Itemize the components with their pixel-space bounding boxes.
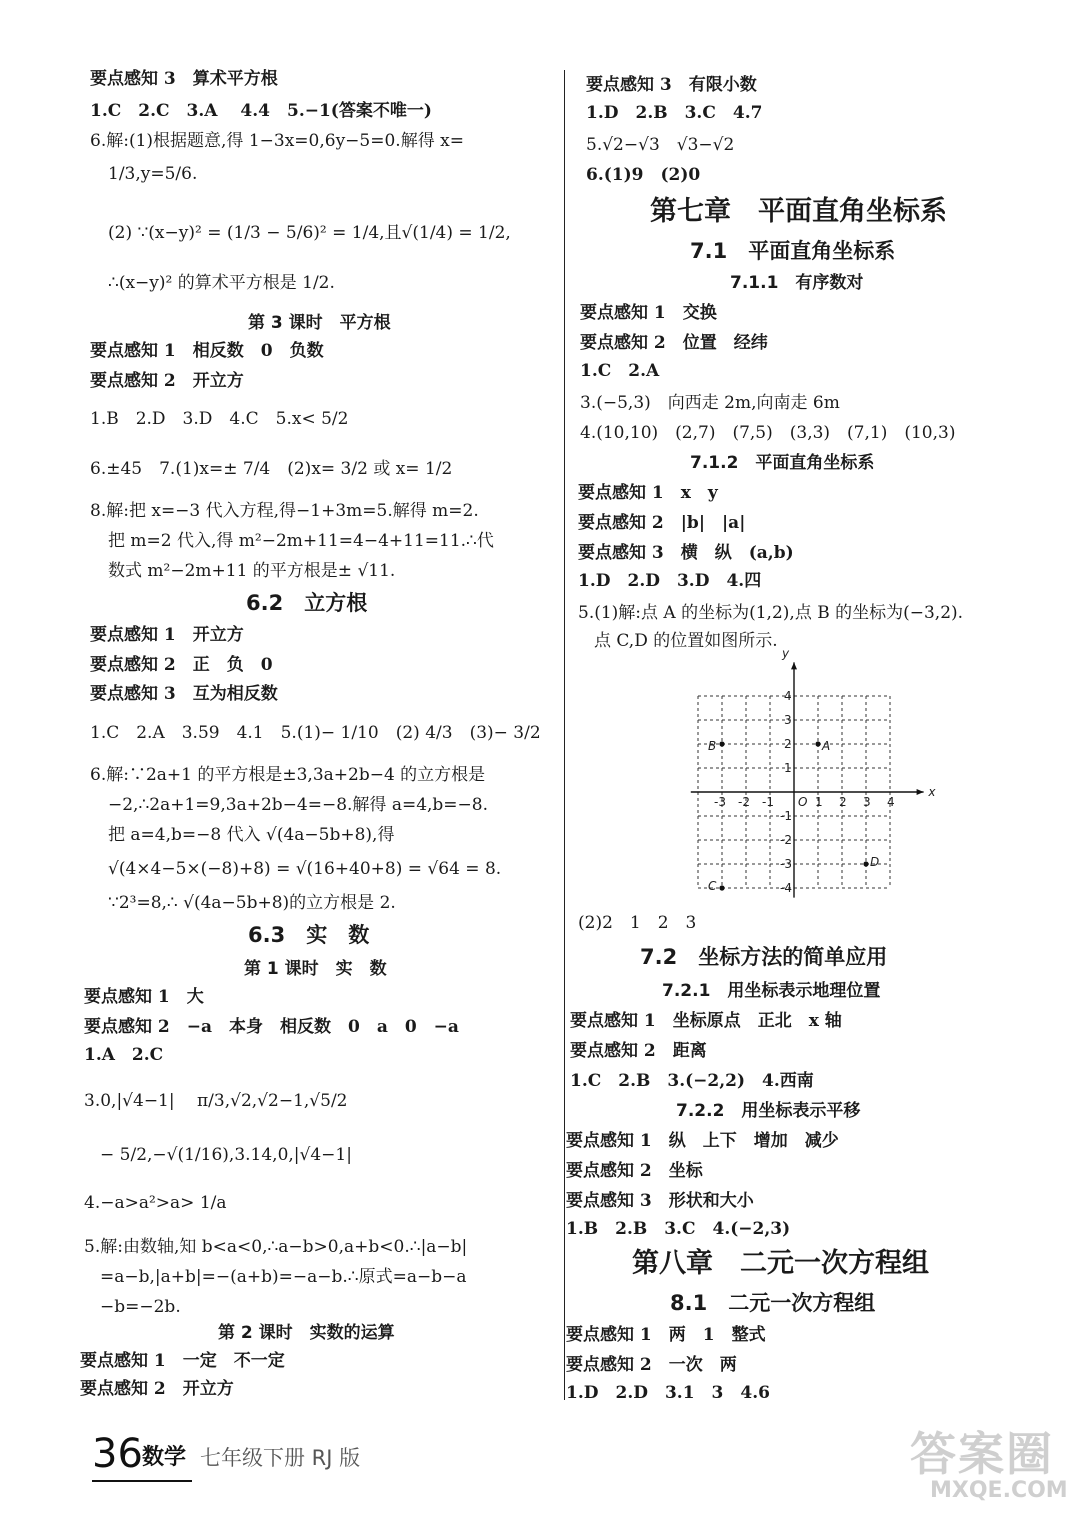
x-tick-label: 3 — [863, 795, 871, 809]
section-heading: 7.1.2 平面直角坐标系 — [690, 453, 875, 473]
answer-line: 1.D 2.B 3.C 4.7 — [586, 103, 763, 123]
answer-line: =a−b,|a+b|=−(a+b)=−a−b.∴原式=a−b−a — [100, 1267, 467, 1287]
y-tick-label: -3 — [780, 857, 792, 871]
answer-line: 1.B 2.B 3.C 4.(−2,3) — [566, 1219, 791, 1239]
answer-line: 要点感知 1 相反数 0 负数 — [90, 341, 324, 361]
watermark-logo: 答案圈 — [910, 1427, 1054, 1481]
x-tick-label: -3 — [714, 795, 726, 809]
y-tick-label: 3 — [784, 713, 792, 727]
answer-line: 8.解:把 x=−3 代入方程,得−1+3m=5.解得 m=2. — [90, 501, 479, 521]
answer-line: −b=−2b. — [100, 1297, 181, 1317]
answer-line: 1.D 2.D 3.1 3 4.6 — [566, 1383, 770, 1403]
answer-line: 要点感知 3 横 纵 (a,b) — [578, 543, 794, 563]
answer-line: 要点感知 2 坐标 — [566, 1161, 703, 1181]
answer-line: 要点感知 1 坐标原点 正北 x 轴 — [570, 1011, 842, 1031]
answer-line: 1/3,y=5/6. — [108, 164, 198, 184]
x-axis-label: x — [928, 785, 936, 799]
point-b — [719, 741, 724, 746]
answer-line: 6.解:∵2a+1 的平方根是±3,3a+2b−4 的立方根是 — [90, 765, 486, 785]
answer-line: 要点感知 2 开立方 — [90, 371, 244, 391]
x-axis-arrow — [917, 789, 924, 795]
answer-line: 3.0,|√4−1| π/3,√2,√2−1,√5/2 — [84, 1091, 348, 1111]
answer-line: 要点感知 2 距离 — [570, 1041, 707, 1061]
answer-line: 要点感知 1 大 — [84, 987, 204, 1007]
section-heading: 第 3 课时 平方根 — [248, 313, 391, 333]
answer-line: − 5/2,−√(1/16),3.14,0,|√4−1| — [100, 1145, 352, 1165]
answer-line: 1.C 2.C 3.A 4.4 5.−1(答案不唯一) — [90, 101, 432, 121]
y-tick-label: -1 — [780, 809, 792, 823]
y-tick-label: -2 — [780, 833, 792, 847]
answer-line: 要点感知 1 开立方 — [90, 625, 244, 645]
answer-line: 1.A 2.C — [84, 1045, 164, 1065]
point-c — [719, 885, 724, 890]
section-heading: 6.3 实 数 — [248, 923, 370, 947]
x-tick-label: -1 — [762, 795, 774, 809]
answer-line: (2) ∵(x−y)² = (1/3 − 5/6)² = 1/4,且√(1/4) = 1/2, — [108, 223, 511, 243]
answer-line: 要点感知 3 有限小数 — [586, 75, 757, 95]
y-tick-label: -4 — [780, 881, 792, 895]
section-heading: 7.1.1 有序数对 — [730, 273, 864, 293]
page-number: 36 — [92, 1431, 143, 1477]
answer-line: 4.−a>a²>a> 1/a — [84, 1193, 227, 1213]
answer-line: 要点感知 2 开立方 — [80, 1379, 234, 1399]
origin-label: O — [798, 795, 808, 809]
answer-line: 4.(10,10) (2,7) (7,5) (3,3) (7,1) (10,3) — [580, 423, 956, 443]
y-tick-label: 4 — [784, 689, 792, 703]
answer-line: ∴(x−y)² 的算术平方根是 1/2. — [108, 273, 335, 293]
answer-line: 要点感知 1 x y — [578, 483, 718, 503]
footer-rule — [92, 1480, 192, 1482]
point-label-c: C — [708, 879, 717, 893]
section-heading: 7.2 坐标方法的简单应用 — [640, 945, 888, 969]
x-tick-label: -2 — [738, 795, 750, 809]
section-heading: 第 2 课时 实数的运算 — [218, 1323, 395, 1343]
section-heading: 8.1 二元一次方程组 — [670, 1291, 876, 1315]
answer-line: −2,∴2a+1=9,3a+2b−4=−8.解得 a=4,b=−8. — [108, 795, 489, 815]
section-heading: 第八章 二元一次方程组 — [632, 1248, 929, 1279]
answer-line: 1.C 2.A 3.59 4.1 5.(1)− 1/10 (2) 4/3 (3)− 3/2 — [90, 723, 541, 743]
x-tick-label: 1 — [815, 795, 823, 809]
answer-line: 6.解:(1)根据题意,得 1−3x=0,6y−5=0.解得 x= — [90, 131, 464, 151]
answer-line: 要点感知 1 交换 — [580, 303, 717, 323]
answer-line: 要点感知 2 正 负 0 — [90, 655, 273, 675]
answer-line: 6.(1)9 (2)0 — [586, 165, 701, 185]
section-heading: 第七章 平面直角坐标系 — [650, 196, 947, 227]
grade-label: 七年级下册 RJ 版 — [200, 1446, 361, 1470]
answer-line: 把 a=4,b=−8 代入 √(4a−5b+8),得 — [108, 825, 395, 845]
column-divider — [564, 70, 565, 1400]
answer-line: 3.(−5,3) 向西走 2m,向南走 6m — [580, 393, 840, 413]
y-tick-label: 2 — [784, 737, 792, 751]
answer-line: 1.D 2.D 3.D 4.四 — [578, 571, 762, 591]
answer-line: 点 C,D 的位置如图所示. — [594, 631, 778, 651]
answer-line: 要点感知 1 一定 不一定 — [80, 1351, 285, 1371]
y-axis-label: y — [782, 646, 790, 661]
section-heading: 第 1 课时 实 数 — [244, 959, 387, 979]
point-label-d: D — [870, 855, 880, 869]
answer-line: √(4×4−5×(−8)+8) = √(16+40+8) = √64 = 8. — [108, 859, 502, 879]
answer-line: 1.C 2.B 3.(−2,2) 4.西南 — [570, 1071, 814, 1091]
watermark-url: MXQE.COM — [930, 1478, 1068, 1503]
answer-line: 要点感知 1 两 1 整式 — [566, 1325, 766, 1345]
coordinate-graph — [684, 646, 936, 896]
section-heading: 6.2 立方根 — [246, 591, 368, 615]
section-heading: 7.1 平面直角坐标系 — [690, 239, 896, 263]
x-tick-label: 2 — [839, 795, 847, 809]
answer-line: 要点感知 3 互为相反数 — [90, 684, 278, 704]
answer-line: 5.(1)解:点 A 的坐标为(1,2),点 B 的坐标为(−3,2). — [578, 603, 964, 623]
answer-line: 5.解:由数轴,知 b<a<0,∴a−b>0,a+b<0.∴|a−b| — [84, 1237, 468, 1257]
answer-line: 数式 m²−2m+11 的平方根是± √11. — [108, 561, 396, 581]
answer-line: 要点感知 2 −a 本身 相反数 0 a 0 −a — [84, 1017, 459, 1037]
y-axis-arrow — [791, 662, 797, 669]
answer-line: 把 m=2 代入,得 m²−2m+11=4−4+11=11.∴代 — [108, 531, 494, 551]
answer-line: 要点感知 3 算术平方根 — [90, 69, 278, 89]
answer-line: 5.√2−√3 √3−√2 — [586, 135, 735, 155]
section-heading: 7.2.1 用坐标表示地理位置 — [662, 981, 881, 1001]
point-a — [815, 741, 820, 746]
answer-line: 要点感知 2 |b| |a| — [578, 513, 746, 533]
answer-line: 要点感知 2 一次 两 — [566, 1355, 737, 1375]
point-label-b: B — [708, 739, 717, 753]
answer-line: 6.±45 7.(1)x=± 7/4 (2)x= 3/2 或 x= 1/2 — [90, 459, 453, 479]
section-heading: 7.2.2 用坐标表示平移 — [676, 1101, 861, 1121]
point-d — [863, 861, 868, 866]
x-tick-label: 4 — [887, 795, 895, 809]
subject-label: 数学 — [142, 1445, 187, 1470]
answer-line: 要点感知 1 纵 上下 增加 减少 — [566, 1131, 839, 1151]
y-tick-label: 1 — [784, 761, 792, 775]
answer-line: 1.C 2.A — [580, 361, 660, 381]
answer-line: (2)2 1 2 3 — [578, 913, 697, 933]
point-label-a: A — [822, 739, 831, 753]
answer-line: 要点感知 2 位置 经纬 — [580, 333, 768, 353]
answer-line: 要点感知 3 形状和大小 — [566, 1191, 754, 1211]
answer-line: 1.B 2.D 3.D 4.C 5.x< 5/2 — [90, 409, 349, 429]
answer-line: ∵2³=8,∴ √(4a−5b+8)的立方根是 2. — [108, 893, 396, 913]
